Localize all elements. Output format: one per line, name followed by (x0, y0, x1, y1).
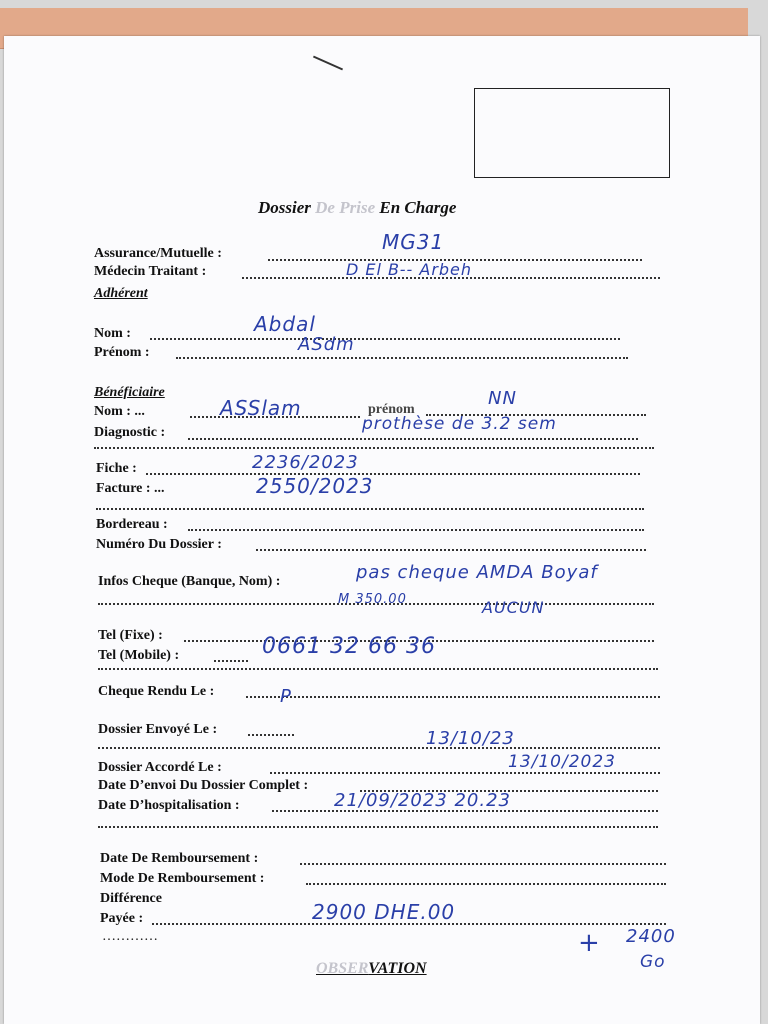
hw-date-hospitalisation: 21/09/2023 20.23 (334, 790, 511, 811)
hw-assurance: MG31 (382, 230, 445, 254)
dotted-line (188, 529, 644, 531)
hw-prenom-beneficiaire: NN (488, 388, 517, 409)
hw-payee: 2900 DHE.00 (312, 900, 456, 924)
hw-tel-mobile: 0661 32 66 36 (262, 634, 436, 659)
label-nom-beneficiaire: Nom : ... (94, 404, 145, 419)
label-date-envoi-complet: Date D’envoi Du Dossier Complet : (98, 778, 309, 793)
title-faded-part: De Prise (310, 198, 380, 217)
section-adherent: Adhérent (94, 286, 148, 301)
label-medecin: Médecin Traitant : (94, 264, 207, 279)
dotted-line (98, 826, 658, 828)
plus-mark: + (578, 928, 600, 958)
label-dossier-envoye: Dossier Envoyé Le : (98, 722, 218, 737)
dotted-line (214, 660, 248, 662)
label-tel-mobile: Tel (Mobile) : (98, 648, 180, 663)
label-difference: Différence (100, 891, 162, 906)
hw-fiche: 2236/2023 (252, 452, 359, 473)
dotted-line (98, 668, 658, 670)
hw-facture: 2550/2023 (256, 474, 374, 498)
hw-nom-adherent: Abdal (254, 312, 316, 336)
label-assurance: Assurance/Mutuelle : (94, 246, 222, 261)
observation-rest: VATION (368, 960, 427, 977)
title-part-1: Dossier (258, 198, 311, 217)
label-tel-fixe: Tel (Fixe) : (98, 628, 163, 643)
observation-heading (316, 960, 427, 978)
dotted-line (150, 338, 620, 340)
document-title (258, 198, 456, 218)
label-facture: Facture : ... (96, 481, 165, 496)
hw-infos-cheque: pas cheque AMDA Boyaf (356, 562, 598, 583)
observation-faded: OBSER (316, 960, 369, 977)
hw-prenom-adherent: ASdm (298, 334, 355, 355)
dotted-line (270, 772, 660, 774)
label-cheque-rendu: Cheque Rendu Le : (98, 684, 215, 699)
label-nom-adherent: Nom : (94, 326, 131, 341)
dotted-line (176, 357, 628, 359)
photo-box (474, 88, 670, 178)
hw-margin-amount: 2400 (626, 926, 676, 947)
label-bordereau: Bordereau : (96, 517, 168, 532)
label-infos-cheque: Infos Cheque (Banque, Nom) : (98, 574, 281, 589)
dotted-line (306, 883, 666, 885)
dotted-line (300, 863, 666, 865)
label-mode-remboursement: Mode De Remboursement : (100, 871, 265, 886)
section-beneficiaire: Bénéficiaire (94, 385, 165, 400)
label-payee: Payée : (100, 911, 144, 926)
hw-margin-note: Go (640, 952, 666, 972)
label-diagnostic: Diagnostic : (94, 425, 166, 440)
hw-cheque-rendu: P (280, 686, 292, 707)
hw-diagnostic: prothèse de 3.2 sem (362, 414, 557, 434)
dotted-line (146, 473, 640, 475)
hw-dossier-envoye: 13/10/23 (426, 728, 515, 749)
label-fiche: Fiche : (96, 461, 137, 476)
dotted-line (248, 734, 294, 736)
label-prenom-beneficiaire: prénom (368, 402, 415, 417)
trailing-dots: ………… (102, 929, 158, 944)
label-dossier-accorde: Dossier Accordé Le : (98, 760, 222, 775)
dotted-line (256, 549, 646, 551)
hw-dossier-accorde: 13/10/2023 (508, 752, 616, 772)
dotted-line (98, 747, 660, 749)
hw-nom-beneficiaire: ASSlam (220, 396, 302, 420)
label-date-remboursement: Date De Remboursement : (100, 851, 259, 866)
label-prenom-adherent: Prénom : (94, 345, 150, 360)
dotted-line (96, 508, 644, 510)
dotted-line (246, 696, 660, 698)
dotted-line (188, 438, 638, 440)
hw-infos-cheque-line2: M 350.00 (338, 592, 407, 607)
title-part-2: En Charge (379, 198, 457, 217)
hw-infos-cheque-line3: AUCUN (482, 598, 545, 617)
dotted-line (94, 447, 654, 449)
label-numero-dossier: Numéro Du Dossier : (96, 537, 222, 552)
hw-medecin: D El B-- Arbeh (346, 260, 473, 279)
label-date-hospitalisation: Date D’hospitalisation : (98, 798, 240, 813)
